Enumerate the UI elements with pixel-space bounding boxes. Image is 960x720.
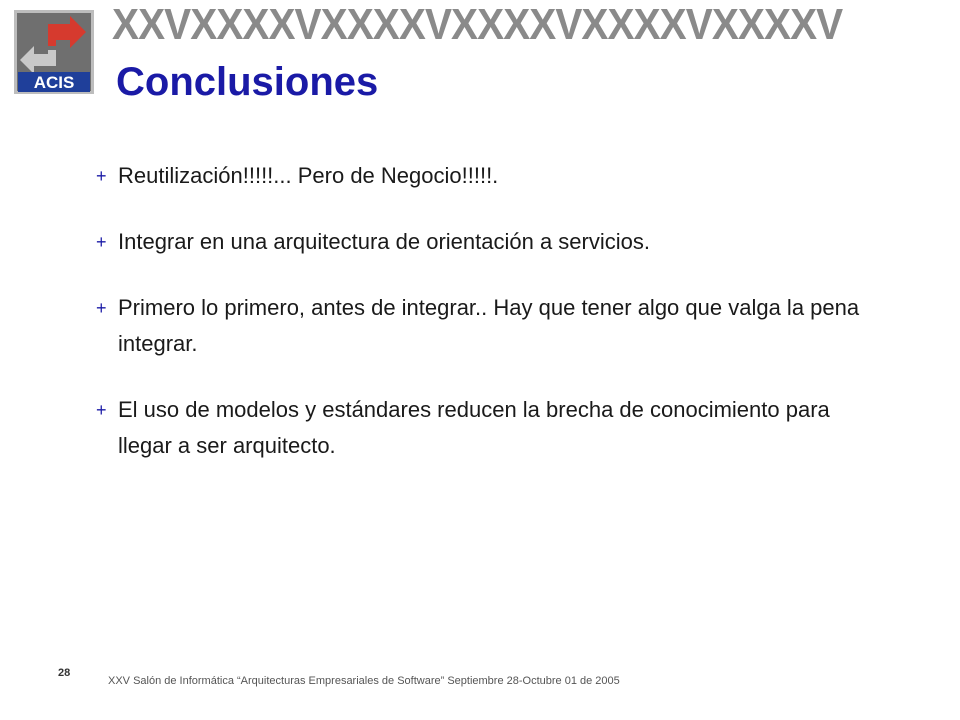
plus-icon: + [96,232,107,252]
plus-icon: + [96,400,107,420]
footer-text: XXV Salón de Informática “Arquitecturas Empresariales de Software” Septiembre 28-Octubre 01 de 2005 [108,675,620,687]
banner-text: XXVXXXXVXXXXVXXXXVXXXXVXXXXV [112,0,843,49]
bullet-item [96,158,876,194]
slide-number: 28 [58,667,71,679]
bullet-text: El uso de modelos y estándares reducen la brecha de conocimiento para llegar a ser arquitecto. [118,397,830,458]
acis-logo [14,10,94,94]
plus-icon: + [96,298,107,318]
header-banner [112,2,912,48]
bullet-list [96,158,876,464]
slide-title: Conclusiones [116,60,379,104]
plus-icon: + [96,166,107,186]
bullet-text: Integrar en una arquitectura de orientación a servicios. [118,229,650,254]
bullet-item [96,392,876,464]
bullet-text: Primero lo primero, antes de integrar.. Hay que tener algo que valga la pena integrar. [118,295,860,356]
bullet-item [96,224,876,260]
bullet-item [96,290,876,362]
bullet-text: Reutilización!!!!!... Pero de Negocio!!!!!. [118,163,499,188]
logo-text: ACIS [33,73,75,92]
